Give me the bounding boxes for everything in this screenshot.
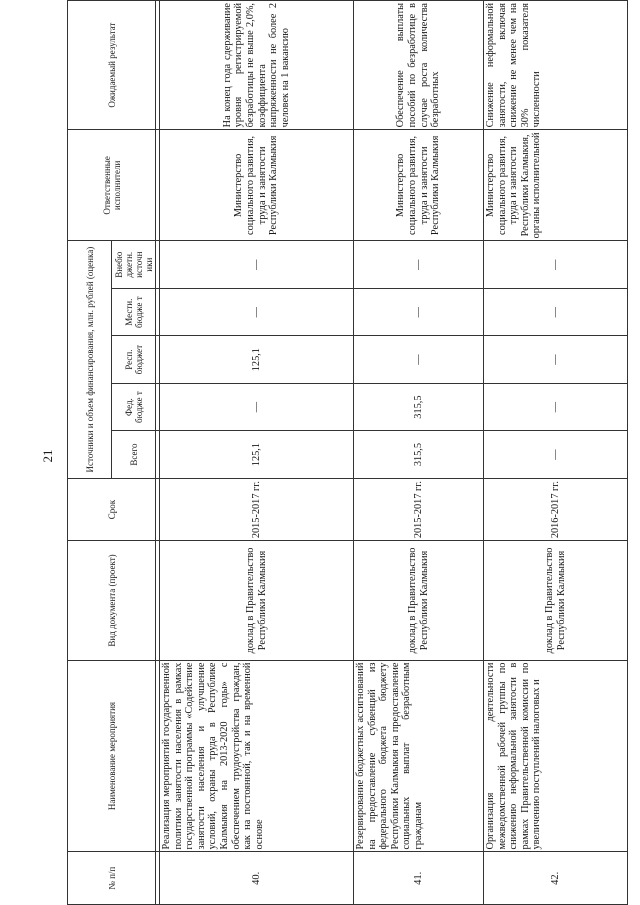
header-row [68, 1, 112, 905]
funding-federal: 315,5 [354, 383, 484, 430]
header-result: Ожидаемый результат [68, 1, 156, 130]
term: 2015-2017 гг. [354, 478, 484, 541]
header-num: № п/п [68, 852, 156, 905]
term: 2015-2017 гг. [160, 478, 354, 541]
header-fed: Фед. бюдже т [112, 383, 156, 430]
page-number: 21 [40, 449, 55, 463]
header-resp: Респ. бюджет [112, 336, 156, 383]
funding-local: — [160, 288, 354, 335]
funding-offbudget: — [160, 241, 354, 288]
funding-total: 125,1 [160, 431, 354, 478]
term: 2016-2017 гг. [484, 478, 628, 541]
funding-local: — [484, 288, 628, 335]
funding-offbudget: — [484, 241, 628, 288]
rotated-table-sheet [67, 0, 627, 905]
header-local: Мести. бюдже т [112, 288, 156, 335]
table-row [160, 1, 354, 905]
funding-local: — [354, 288, 484, 335]
funding-total: — [484, 431, 628, 478]
row-number: 41. [354, 852, 484, 905]
measures-table [67, 0, 628, 905]
header-funding: Источники и объем финансирования, млн. рублей (оценка) [68, 241, 112, 478]
document-type: доклад в Правительство Республики Калмыкия [354, 541, 484, 660]
header-doc: Вид документа (проект) [68, 541, 156, 660]
executors: Министерство социального развития, труда и занятости Республики Калмыкия, органы исполнительной [484, 130, 628, 241]
header-term: Срок [68, 478, 156, 541]
row-number: 42. [484, 852, 628, 905]
funding-total: 315,5 [354, 431, 484, 478]
funding-republic: 125,1 [160, 336, 354, 383]
document-type: доклад в Правительство Республики Калмыкия [160, 541, 354, 660]
header-offbudget: Внебю джетн. источн ики [112, 241, 156, 288]
header-total: Всего [112, 431, 156, 478]
funding-republic: — [484, 336, 628, 383]
executors: Министерство социального развития, труда и занятости Республики Калмыкия [354, 130, 484, 241]
document-type: доклад в Правительство Республики Калмыкия [484, 541, 628, 660]
table-row [354, 1, 484, 905]
header-name: Наименование мероприятия [68, 660, 156, 852]
expected-result: Снижение неформальной занятости, включая снижение не менее чем на 30% показателя численности [484, 1, 628, 130]
funding-offbudget: — [354, 241, 484, 288]
table-row [484, 1, 628, 905]
funding-republic: — [354, 336, 484, 383]
header-executors: Ответственные исполнители [68, 130, 156, 241]
row-number: 40. [160, 852, 354, 905]
measure-name: Реализация мероприятий государственной политики занятости населения в рамках государственной программы «Содействие занятости населения и улучшение условий, охраны труда в Республике Калмыкия на 2013-2020 годы» с обеспечением трудоустройства граждан, как на постоянной, так и на временной основе [160, 660, 354, 852]
expected-result: На конец года сдерживание уровня регистрируемой безработицы не выше 2,0%, коэффициента напряженности не более 2 человек на 1 вакансию [160, 1, 354, 130]
expected-result: Обеспечение выплаты пособий по безработице в случае роста количества безработных [354, 1, 484, 130]
funding-federal: — [484, 383, 628, 430]
funding-federal: — [160, 383, 354, 430]
measure-name: Организация деятельности межведомственной рабочей группы по снижению неформальной занятости в рамках Правительственной комиссии по увеличению поступлений налоговых и [484, 660, 628, 852]
measure-name: Резервирование бюджетных ассигнований на предоставление субвенций из федерального бюджета бюджету Республики Калмыкия на предоставление социальных выплат безработным гражданам [354, 660, 484, 852]
executors: Министерство социального развития, труда и занятости Республики Калмыкия [160, 130, 354, 241]
